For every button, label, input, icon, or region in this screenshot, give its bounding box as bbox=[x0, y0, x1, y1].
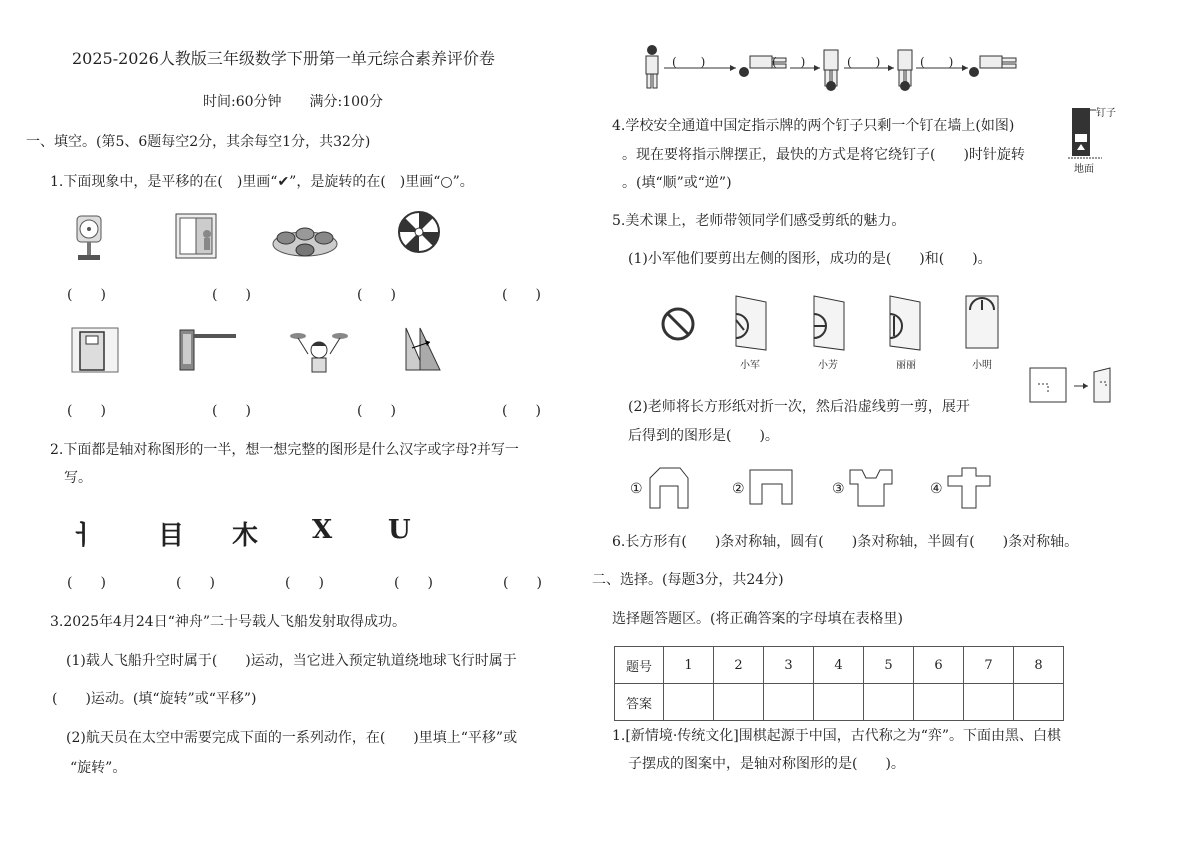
name-lili: 丽丽 bbox=[896, 360, 916, 371]
q2-blank-4[interactable]: ( ) bbox=[394, 575, 433, 591]
table-number-5: 5 bbox=[864, 647, 914, 684]
seq-blank-3[interactable]: ( ) bbox=[847, 55, 881, 69]
folded-paper-xiaojun bbox=[732, 294, 772, 352]
ground-label: 地面 bbox=[1074, 164, 1094, 175]
answer-cell-3[interactable] bbox=[764, 684, 814, 721]
section2-heading: 二、选择。(每题3分，共24分) bbox=[592, 572, 784, 588]
target-cut-shape bbox=[660, 306, 696, 342]
table-number-6: 6 bbox=[914, 647, 964, 684]
spinning-teacups-icon bbox=[270, 220, 340, 260]
option-1-shape bbox=[646, 464, 692, 512]
option-3-label: ③ bbox=[832, 481, 845, 497]
table-number-1: 1 bbox=[664, 647, 714, 684]
exam-meta: 时间:60分钟 满分:100分 bbox=[203, 94, 383, 110]
table-number-4: 4 bbox=[814, 647, 864, 684]
folded-paper-lili bbox=[886, 294, 926, 352]
table-header-answer: 答案 bbox=[615, 684, 664, 721]
q2-blank-3[interactable]: ( ) bbox=[285, 575, 324, 591]
name-xiaoming: 小明 bbox=[972, 360, 992, 371]
q1-blank-6[interactable]: ( ) bbox=[212, 403, 251, 419]
q1-blank-8[interactable]: ( ) bbox=[502, 403, 541, 419]
page-title: 2025-2026人教版三年级数学下册第一单元综合素养评价卷 bbox=[72, 49, 495, 68]
q2-blank-1[interactable]: ( ) bbox=[67, 575, 106, 591]
seq-blank-1[interactable]: ( ) bbox=[672, 55, 706, 69]
q5-p1: (1)小军他们要剪出左侧的图形，成功的是( )和( )。 bbox=[628, 251, 992, 267]
table-number-2: 2 bbox=[714, 647, 764, 684]
q3-p2b: “旋转”。 bbox=[70, 760, 127, 776]
q5-p2a: (2)老师将长方形纸对折一次，然后沿虚线剪一剪，展开 bbox=[628, 399, 970, 415]
half-figure-2: 目 bbox=[158, 521, 185, 551]
q2-blank-5[interactable]: ( ) bbox=[503, 575, 542, 591]
option-4-label: ④ bbox=[930, 481, 943, 497]
folded-paper-xiaofang bbox=[810, 294, 850, 352]
q4-line3: 。(填“顺”或“逆”) bbox=[622, 175, 732, 191]
q3-p1b: ( )运动。(填“旋转”或“平移”) bbox=[52, 691, 257, 707]
option-1-label: ① bbox=[630, 481, 643, 497]
table-header-number: 题号 bbox=[615, 647, 664, 684]
q5-p2b: 后得到的图形是( )。 bbox=[628, 428, 779, 444]
answer-cell-4[interactable] bbox=[814, 684, 864, 721]
q6-text: 6.长方形有( )条对称轴，圆有( )条对称轴，半圆有( )条对称轴。 bbox=[612, 534, 1079, 550]
q1-blank-3[interactable]: ( ) bbox=[357, 287, 396, 303]
answer-cell-6[interactable] bbox=[914, 684, 964, 721]
option-4-shape bbox=[946, 466, 992, 512]
option-2-label: ② bbox=[732, 481, 745, 497]
q2-blank-2[interactable]: ( ) bbox=[176, 575, 215, 591]
answer-cell-5[interactable] bbox=[864, 684, 914, 721]
half-figure-3: 木 bbox=[232, 521, 259, 551]
answer-table-number-row bbox=[615, 647, 1064, 684]
answer-cell-7[interactable] bbox=[964, 684, 1014, 721]
q1-text: 1.下面现象中，是平移的在( )里画“✔”，是旋转的在( )里画“○”。 bbox=[50, 174, 474, 190]
option-3-shape bbox=[848, 466, 894, 510]
option-2-shape bbox=[748, 466, 796, 510]
fold-cut-diagram bbox=[1028, 366, 1118, 406]
q5-line1: 5.美术课上，老师带领同学们感受剪纸的魅力。 bbox=[612, 213, 906, 229]
q4-line1: 4.学校安全通道中国定指示牌的两个钉子只剩一个钉在墙上(如图) bbox=[612, 118, 1015, 134]
q1-blank-2[interactable]: ( ) bbox=[212, 287, 251, 303]
q3-p1a: (1)载人飞船升空时属于( )运动，当它进入预定轨道绕地球飞行时属于 bbox=[66, 653, 517, 669]
q2-line2: 写。 bbox=[64, 470, 92, 486]
q2-line1: 2.下面都是轴对称图形的一半，想一想完整的图形是什么汉字或字母?并写一 bbox=[50, 442, 519, 458]
sliding-triangle-icon bbox=[400, 326, 446, 372]
table-number-7: 7 bbox=[964, 647, 1014, 684]
q1-blank-5[interactable]: ( ) bbox=[67, 403, 106, 419]
sliding-window-icon bbox=[174, 212, 218, 260]
parking-barrier-icon bbox=[176, 326, 238, 374]
electric-fan-icon bbox=[70, 212, 110, 264]
nail-label: 钉子 bbox=[1096, 108, 1116, 119]
child-with-pinwheels-icon bbox=[288, 328, 350, 376]
q3-p2a: (2)航天员在太空中需要完成下面的一系列动作，在( )里填上“平移”或 bbox=[66, 730, 518, 746]
swinging-door-icon bbox=[70, 326, 122, 374]
s2-q1-line1: 1.[新情境·传统文化]围棋起源于中国，古代称之为“弈”。下面由黑、白棋 bbox=[612, 728, 1062, 744]
seq-blank-2[interactable]: ( ) bbox=[772, 55, 806, 69]
answer-table bbox=[614, 646, 1064, 721]
folded-paper-xiaoming bbox=[962, 294, 1004, 352]
q1-blank-7[interactable]: ( ) bbox=[357, 403, 396, 419]
spinning-wheel-icon bbox=[396, 210, 442, 258]
s2-q1-line2: 子摆成的图案中，是轴对称图形的是( )。 bbox=[628, 756, 905, 772]
answer-cell-8[interactable] bbox=[1014, 684, 1064, 721]
half-figure-1: ㅓ bbox=[70, 521, 96, 551]
half-figure-4: X bbox=[312, 515, 333, 545]
table-number-8: 8 bbox=[1014, 647, 1064, 684]
q4-line2: 。现在要将指示牌摆正，最快的方式是将它绕钉子( )时针旋转 bbox=[622, 147, 1025, 163]
answer-cell-1[interactable] bbox=[664, 684, 714, 721]
name-xiaojun: 小军 bbox=[740, 360, 760, 371]
answer-table-answer-row bbox=[615, 684, 1064, 721]
answer-cell-2[interactable] bbox=[714, 684, 764, 721]
q1-blank-4[interactable]: ( ) bbox=[502, 287, 541, 303]
q3-line1: 3.2025年4月24日“神舟”二十号载人飞船发射取得成功。 bbox=[50, 614, 407, 630]
name-xiaofang: 小芳 bbox=[818, 360, 838, 371]
seq-blank-4[interactable]: ( ) bbox=[920, 55, 954, 69]
answer-area-label: 选择题答题区。(将正确答案的字母填在表格里) bbox=[612, 611, 903, 627]
q1-blank-1[interactable]: ( ) bbox=[67, 287, 106, 303]
table-number-3: 3 bbox=[764, 647, 814, 684]
section1-heading: 一、填空。(第5、6题每空2分，其余每空1分，共32分) bbox=[26, 134, 371, 150]
half-figure-5: U bbox=[388, 515, 411, 545]
